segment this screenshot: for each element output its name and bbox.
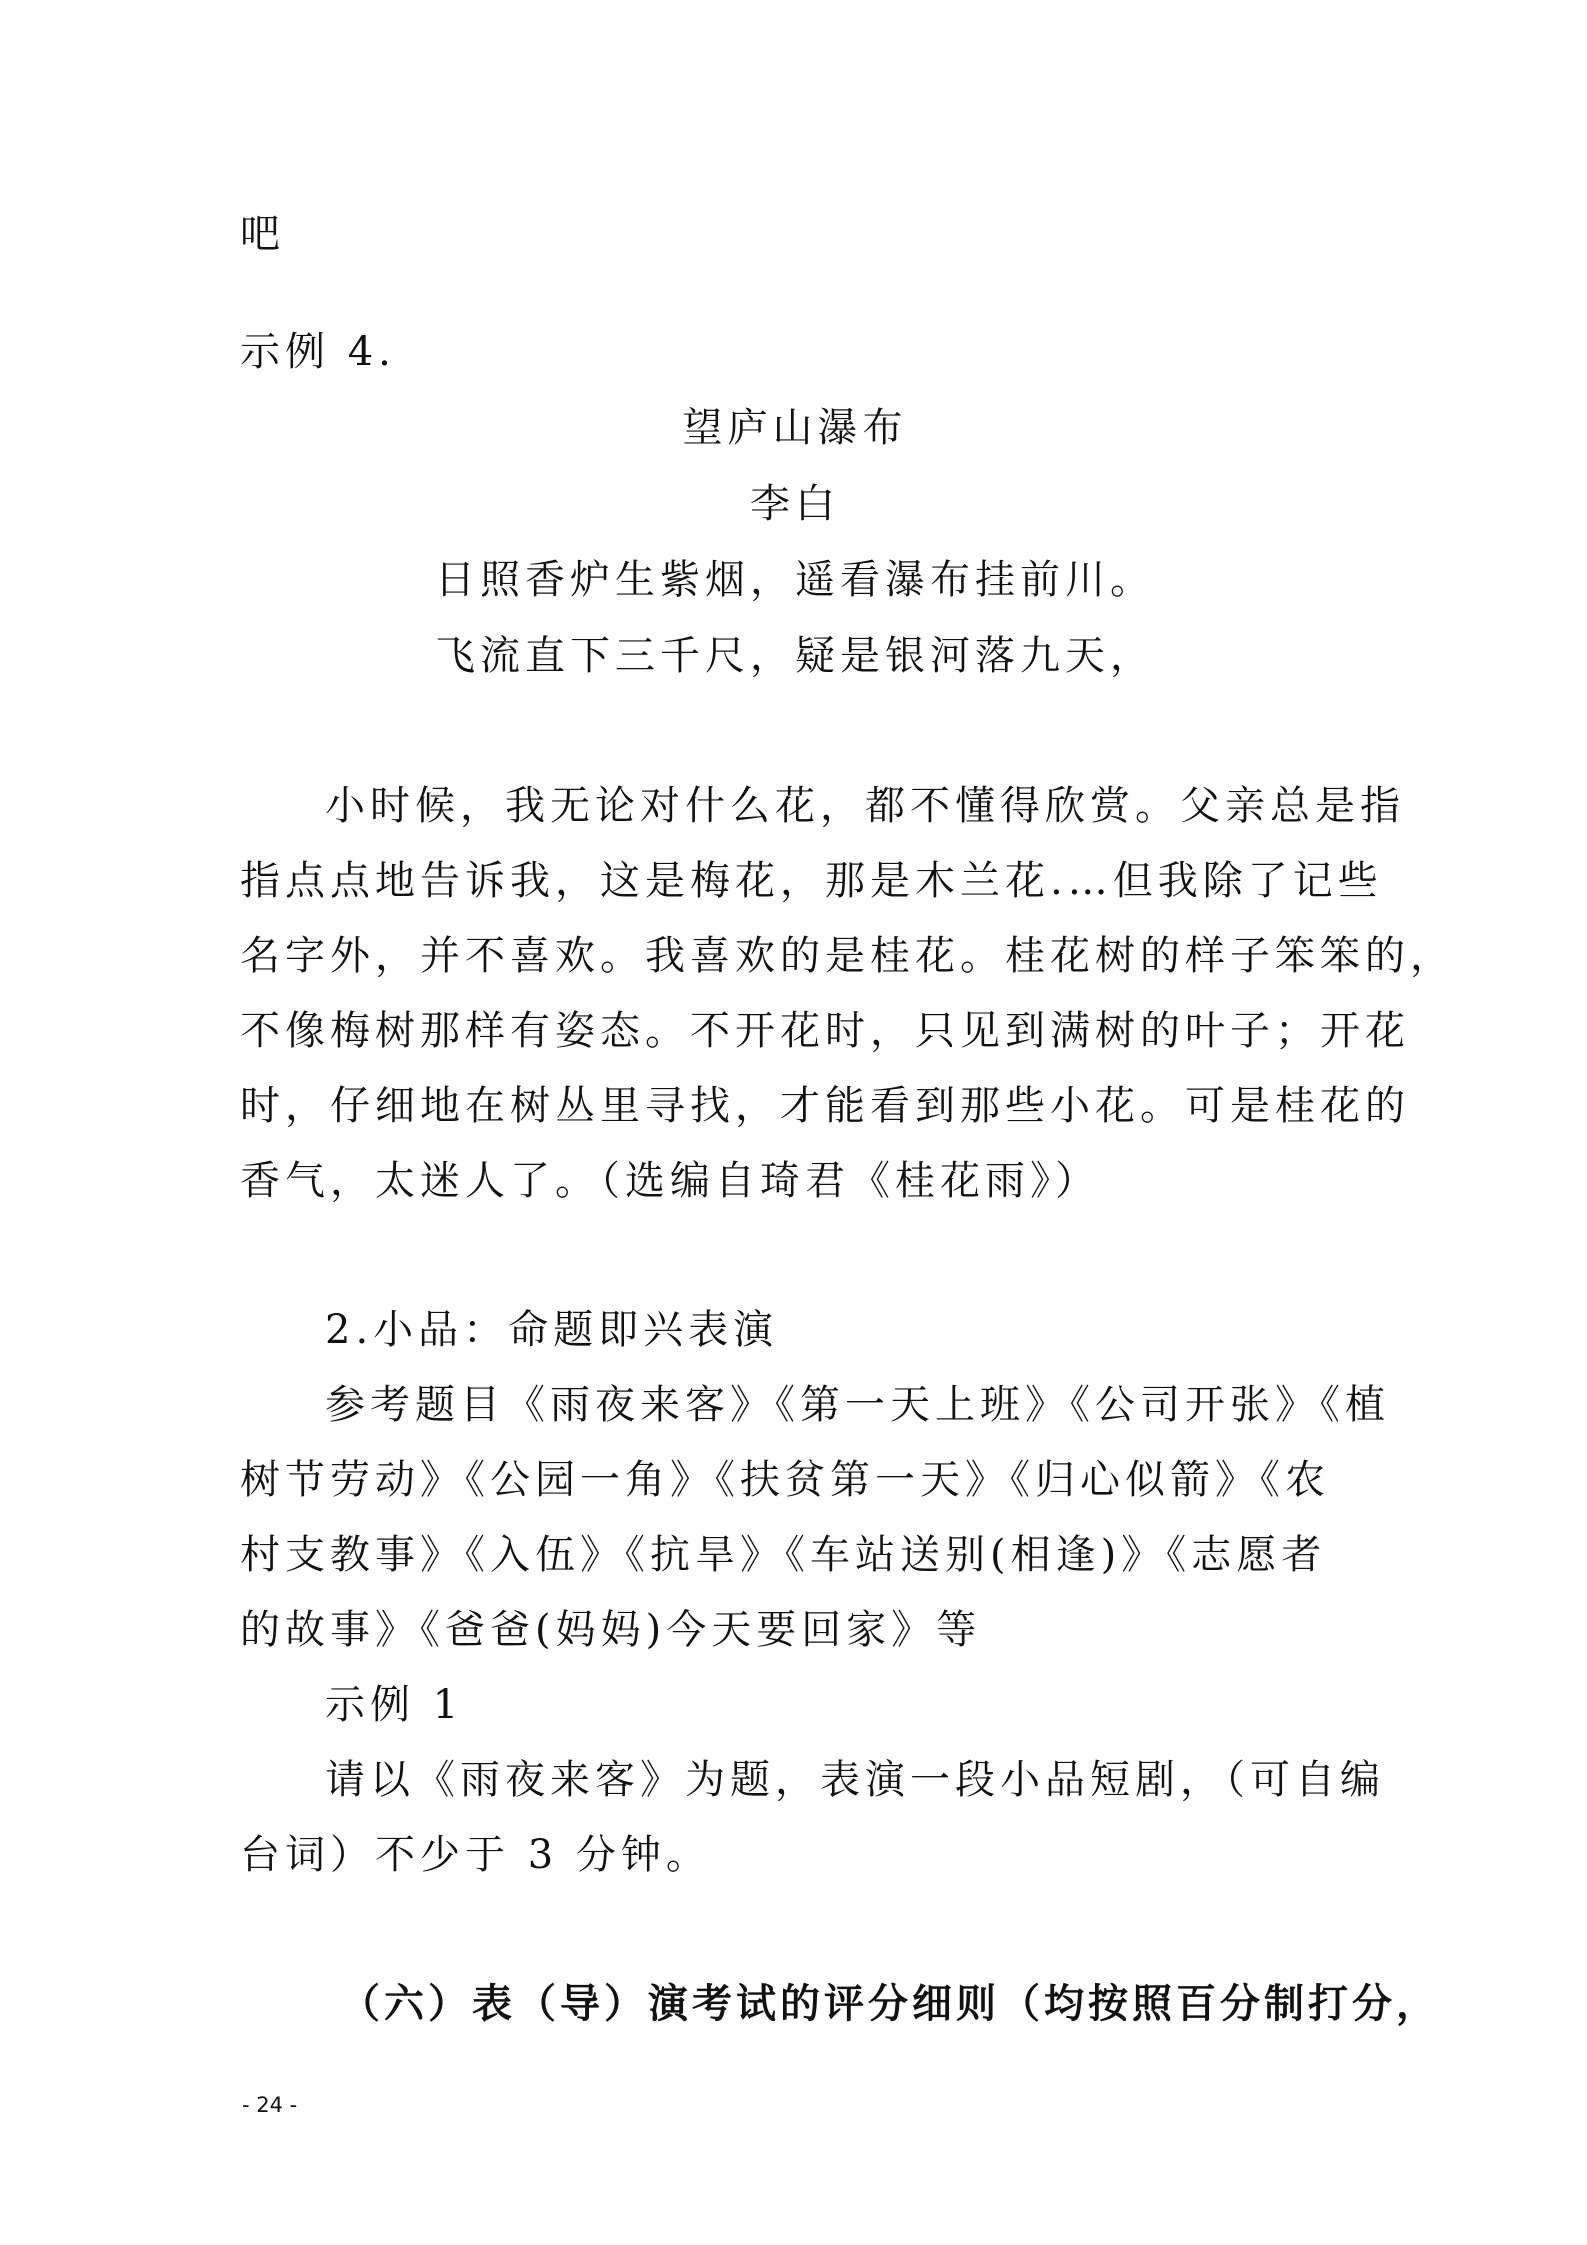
prose-line-4: 不像梅树那样有姿态。不开花时，只见到满树的叶子；开花 [240, 1008, 1410, 1054]
example-4-label: 示例 4. [240, 329, 396, 375]
topics-line-2: 树节劳动》《公园一角》《扶贫第一天》《归心似箭》《农 [240, 1457, 1330, 1503]
page-number: - 24 - [242, 2093, 298, 2117]
prose-line-1: 小时候，我无论对什么花，都不懂得欣赏。父亲总是指 [325, 783, 1405, 829]
topics-line-4: 的故事》《爸爸(妈妈)今天要回家》等 [240, 1607, 982, 1653]
example-1-label: 示例 1 [325, 1682, 464, 1728]
topics-line-3: 村支教事》《入伍》《抗旱》《车站送别(相逢)》《志愿者 [240, 1532, 1327, 1578]
prose-line-2: 指点点地告诉我，这是梅花，那是木兰花.…但我除了记些 [240, 858, 1383, 904]
topics-line-1: 参考题目《雨夜来客》《第一天上班》《公司开张》《植 [325, 1382, 1390, 1428]
prose-line-6: 香气，太迷人了。（选编自琦君《桂花雨》） [240, 1158, 1100, 1204]
section-heading-skit: 2.小品：命题即兴表演 [325, 1307, 779, 1353]
poem-title: 望庐山瀑布 [682, 405, 908, 451]
example-1-line-2: 台词）不少于 3 分钟。 [240, 1832, 711, 1878]
poem-line-1: 日照香炉生紫烟，遥看瀑布挂前川。 [435, 557, 1155, 603]
text-line-continuation: 吧 [240, 211, 285, 257]
prose-line-3: 名字外，并不喜欢。我喜欢的是桂花。桂花树的样子笨笨的， [240, 933, 1455, 979]
poem-line-2: 飞流直下三千尺，疑是银河落九天， [435, 633, 1155, 679]
prose-line-5: 时，仔细地在树丛里寻找，才能看到那些小花。可是桂花的 [240, 1083, 1410, 1129]
poem-author: 李白 [750, 481, 840, 527]
section-heading-scoring: （六）表（导）演考试的评分细则（均按照百分制打分， [340, 1980, 1440, 2027]
example-1-line-1: 请以《雨夜来客》为题，表演一段小品短剧，（可自编 [325, 1757, 1385, 1803]
